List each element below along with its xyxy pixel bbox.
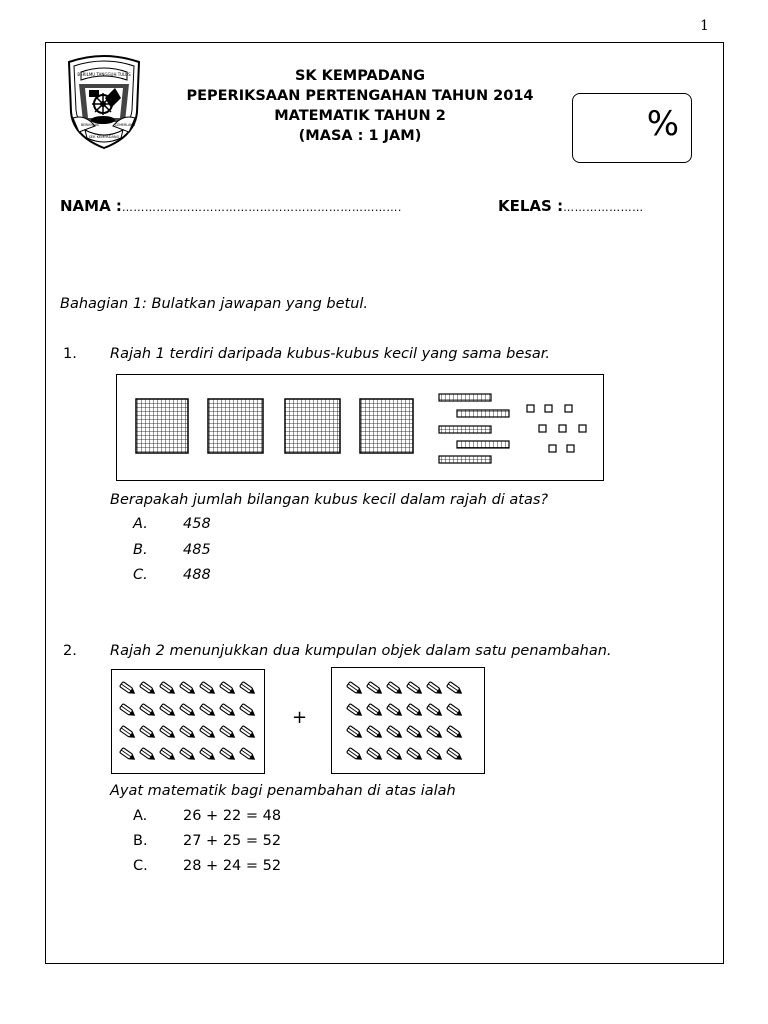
name-dots: ………………………………………………………………. bbox=[121, 201, 402, 214]
exam-duration: (MASA : 1 JAM) bbox=[298, 128, 422, 144]
hundred-block-1 bbox=[136, 399, 188, 453]
one-cube-3 bbox=[565, 405, 572, 412]
pencil-object bbox=[367, 748, 384, 763]
pencil-object bbox=[447, 682, 464, 697]
logo-right-text: CEMERLANG bbox=[115, 123, 136, 127]
q2-option-b-letter: B. bbox=[133, 833, 148, 849]
one-cube-7 bbox=[549, 445, 556, 452]
pencil-object bbox=[447, 726, 464, 741]
logo-top-text: BERILMU TANGGUH TULUS bbox=[77, 72, 131, 77]
pencil-object bbox=[160, 682, 177, 697]
pencil-object bbox=[367, 682, 384, 697]
q1-option-a-letter: A. bbox=[133, 516, 148, 532]
page-number: 1 bbox=[700, 18, 709, 34]
class-dots: ………………… bbox=[563, 201, 644, 214]
class-field bbox=[498, 197, 644, 215]
question-1-prompt: Berapakah jumlah bilangan kubus kecil dalam rajah di atas? bbox=[110, 492, 549, 508]
pencil-object bbox=[200, 726, 217, 741]
question-2-text: Rajah 2 menunjukkan dua kumpulan objek dalam satu penambahan. bbox=[110, 643, 612, 659]
q1-option-a[interactable]: 458 bbox=[183, 516, 211, 532]
pencil-object bbox=[180, 682, 197, 697]
one-cube-8 bbox=[567, 445, 574, 452]
pencil-object bbox=[447, 748, 464, 763]
pencil-object bbox=[347, 704, 364, 719]
pencil-object bbox=[240, 748, 257, 763]
ones-cubes bbox=[527, 405, 586, 452]
pencil-object bbox=[427, 726, 444, 741]
pencil-object bbox=[347, 726, 364, 741]
ten-rod-4 bbox=[457, 441, 509, 448]
pencil-object bbox=[160, 726, 177, 741]
pencil-object bbox=[367, 704, 384, 719]
pencil-object bbox=[240, 682, 257, 697]
pencil-object bbox=[367, 726, 384, 741]
pencil-object bbox=[160, 748, 177, 763]
one-cube-6 bbox=[579, 425, 586, 432]
hundred-block-4 bbox=[360, 399, 413, 453]
logo-left-text: BERIKHLAS bbox=[81, 123, 99, 127]
pencil-object bbox=[140, 748, 157, 763]
pencil-object bbox=[200, 682, 217, 697]
pencil-object bbox=[120, 682, 137, 697]
question-1-number: 1. bbox=[63, 346, 77, 362]
pencil-object bbox=[160, 704, 177, 719]
question-1-text: Rajah 1 terdiri daripada kubus-kubus kecil yang sama besar. bbox=[110, 346, 550, 362]
pencil-object bbox=[240, 704, 257, 719]
q1-option-b-letter: B. bbox=[133, 542, 148, 558]
exam-title: PEPERIKSAAN PERTENGAHAN TAHUN 2014 bbox=[186, 88, 534, 104]
pencil-object bbox=[140, 682, 157, 697]
q1-option-c[interactable]: 488 bbox=[183, 567, 211, 583]
pencil-object bbox=[387, 748, 404, 763]
subject-title: MATEMATIK TAHUN 2 bbox=[274, 108, 446, 124]
pencil-object bbox=[220, 704, 237, 719]
q2-option-a[interactable]: 26 + 22 = 48 bbox=[183, 808, 282, 824]
pencil-object bbox=[240, 726, 257, 741]
pencil-object bbox=[407, 704, 424, 719]
percent-symbol: % bbox=[646, 104, 679, 144]
name-label: NAMA : bbox=[60, 197, 122, 215]
one-cube-5 bbox=[559, 425, 566, 432]
question-2-prompt: Ayat matematik bagi penambahan di atas ialah bbox=[110, 783, 456, 799]
pencil-object bbox=[200, 704, 217, 719]
ten-rod-5 bbox=[439, 456, 491, 463]
ten-rod-1 bbox=[439, 394, 491, 401]
school-logo bbox=[65, 52, 143, 152]
q2-option-b[interactable]: 27 + 25 = 52 bbox=[183, 833, 282, 849]
tens-rods bbox=[439, 394, 509, 463]
one-cube-4 bbox=[539, 425, 546, 432]
pencil-object bbox=[447, 704, 464, 719]
pencil-object bbox=[200, 748, 217, 763]
figure-1-box bbox=[116, 374, 604, 481]
pencil-object bbox=[140, 726, 157, 741]
pencil-object bbox=[220, 748, 237, 763]
pencil-object bbox=[180, 748, 197, 763]
pencil-object bbox=[120, 704, 137, 719]
pencil-object bbox=[407, 682, 424, 697]
pencil-object bbox=[427, 748, 444, 763]
one-cube-2 bbox=[545, 405, 552, 412]
name-field bbox=[60, 197, 402, 215]
section-instruction: Bahagian 1: Bulatkan jawapan yang betul. bbox=[60, 296, 369, 312]
pencil-object bbox=[387, 682, 404, 697]
pencil-object bbox=[347, 682, 364, 697]
score-box bbox=[572, 93, 692, 163]
pencil-object bbox=[387, 704, 404, 719]
figure-2-right-group bbox=[331, 667, 485, 774]
hundreds-blocks bbox=[136, 399, 413, 453]
pencil-object bbox=[180, 704, 197, 719]
ten-rod-2 bbox=[457, 410, 509, 417]
hundred-block-2 bbox=[208, 399, 263, 453]
pencil-object bbox=[407, 726, 424, 741]
exam-header bbox=[150, 66, 570, 146]
pencil-object bbox=[427, 682, 444, 697]
pencil-object bbox=[120, 726, 137, 741]
q2-option-a-letter: A. bbox=[133, 808, 148, 824]
school-name: SK KEMPADANG bbox=[294, 68, 426, 84]
figure-2-left-group bbox=[111, 669, 265, 774]
class-label: KELAS : bbox=[498, 197, 564, 215]
pencil-object bbox=[407, 748, 424, 763]
q1-option-b[interactable]: 485 bbox=[183, 542, 211, 558]
pencil-object bbox=[140, 704, 157, 719]
ten-rod-3 bbox=[439, 426, 491, 433]
q2-option-c[interactable]: 28 + 24 = 52 bbox=[183, 858, 282, 874]
pencil-object bbox=[180, 726, 197, 741]
pencil-object bbox=[387, 726, 404, 741]
question-2-number: 2. bbox=[63, 643, 77, 659]
pencil-object bbox=[427, 704, 444, 719]
q1-option-c-letter: C. bbox=[133, 567, 148, 583]
pencil-object bbox=[220, 726, 237, 741]
one-cube-1 bbox=[527, 405, 534, 412]
hundred-block-3 bbox=[285, 399, 340, 453]
logo-bottom-text: SEK KEMPADANG bbox=[88, 135, 120, 139]
plus-sign: + bbox=[292, 707, 308, 728]
pencil-object bbox=[220, 682, 237, 697]
pencil-object bbox=[347, 748, 364, 763]
q2-option-c-letter: C. bbox=[133, 858, 148, 874]
pencil-object bbox=[120, 748, 137, 763]
